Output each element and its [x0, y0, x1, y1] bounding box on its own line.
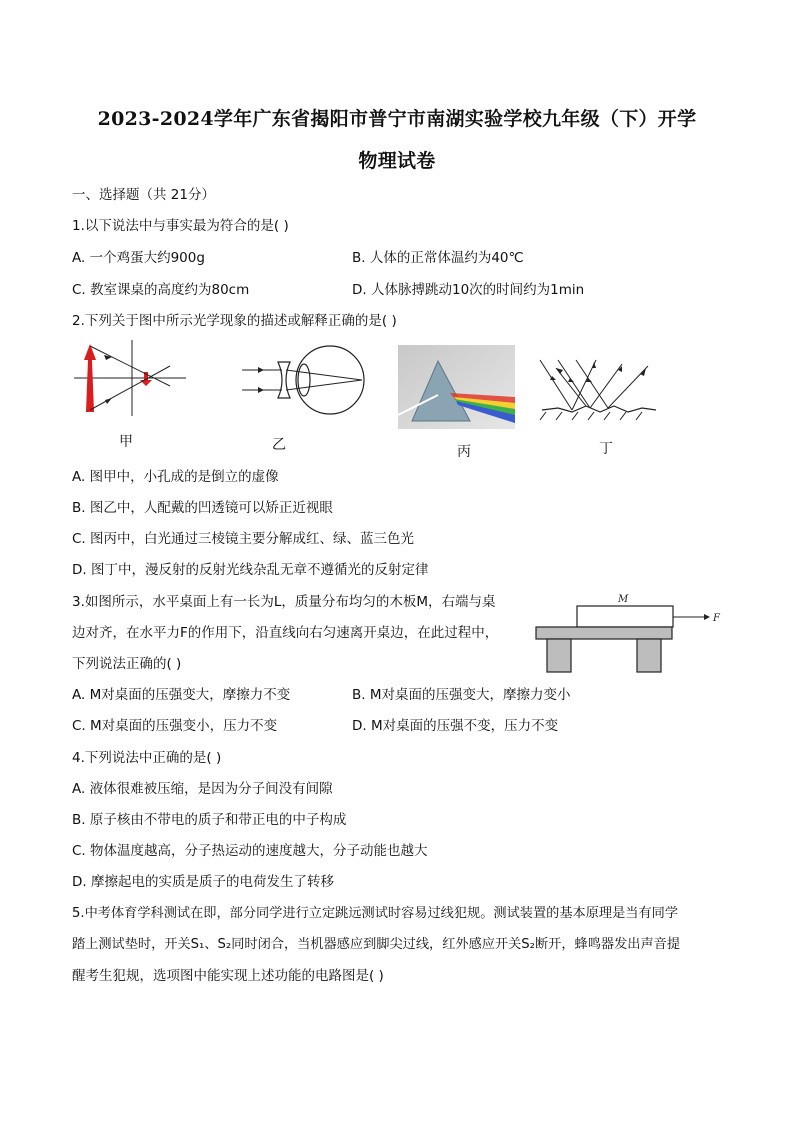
figure-ding: [536, 356, 662, 422]
figure-label-bing: 丙: [457, 444, 471, 460]
figure-label-F: F: [713, 613, 720, 624]
q5-stem-line3: 醒考生犯规，选项图中能实现上述功能的电路图是( ): [72, 968, 384, 984]
q2-option-c: C. 图丙中，白光通过三棱镜主要分解成红、绿、蓝三色光: [72, 531, 415, 547]
figure-label-ding: 丁: [599, 441, 613, 457]
q1-option-b: B. 人体的正常体温约为40℃: [352, 250, 524, 266]
q4-option-a: A. 液体很难被压缩，是因为分子间没有间隙: [72, 781, 333, 797]
q2-option-a: A. 图甲中，小孔成的是倒立的虚像: [72, 469, 279, 485]
exam-title: 2023-2024学年广东省揭阳市普宁市南湖实验学校九年级（下）开学: [97, 108, 697, 130]
q5-stem-line2: 踏上测试垫时，开关S₁、S₂同时闭合，当机器感应到脚尖过线，红外感应开关S₂断开，蜂鸣器发出声音提: [72, 937, 681, 952]
q4-option-c: C. 物体温度越高，分子热运动的速度越大，分子动能也越大: [72, 843, 428, 859]
q4-option-d: D. 摩擦起电的实质是质子的电荷发生了转移: [72, 874, 334, 890]
figure-jia: [70, 336, 190, 420]
q4-stem: 4.下列说法中正确的是( ): [72, 750, 222, 766]
q2-stem: 2.下列关于图中所示光学现象的描述或解释正确的是( ): [72, 313, 397, 329]
exam-subtitle: 物理试卷: [358, 150, 436, 172]
q3-option-b: B. M对桌面的压强变大，摩擦力变小: [352, 687, 571, 703]
q1-stem: 1.以下说法中与事实最为符合的是( ): [72, 218, 289, 234]
q5-stem-line1: 5.中考体育学科测试在即，部分同学进行立定跳远测试时容易过线犯规。测试装置的基本原理是当有同学: [72, 906, 679, 921]
q3-stem-line2: 边对齐，在水平力F的作用下，沿直线向右匀速离开桌边，在此过程中，: [72, 625, 499, 641]
q3-option-c: C. M对桌面的压强变小，压力不变: [72, 718, 278, 734]
q3-stem-line1: 3.如图所示，水平桌面上有一长为L，质量分布均匀的木板M，右端与桌: [72, 594, 496, 610]
figure-bing: [398, 345, 515, 429]
q4-option-b: B. 原子核由不带电的质子和带正电的中子构成: [72, 812, 347, 828]
section-heading: 一、选择题（共 21分）: [72, 187, 215, 203]
q2-option-b: B. 图乙中，人配戴的凹透镜可以矫正近视眼: [72, 500, 333, 516]
q1-option-d: D. 人体脉搏跳动10次的时间约为1min: [352, 282, 585, 298]
q2-option-d: D. 图丁中，漫反射的反射光线杂乱无章不遵循光的反射定律: [72, 562, 429, 578]
q3-stem-line3: 下列说法正确的( ): [72, 656, 182, 672]
q3-option-d: D. M对桌面的压强不变，压力不变: [352, 718, 559, 734]
q3-option-a: A. M对桌面的压强变大，摩擦力不变: [72, 687, 291, 703]
figure-label-jia: 甲: [119, 434, 133, 450]
figure-label-yi: 乙: [272, 437, 286, 453]
figure-label-M: M: [618, 594, 629, 605]
figure-board-table: [532, 590, 732, 676]
q1-option-a: A. 一个鸡蛋大约900g: [72, 250, 205, 266]
q1-option-c: C. 教室课桌的高度约为80cm: [72, 282, 250, 298]
figure-yi: [238, 336, 368, 420]
